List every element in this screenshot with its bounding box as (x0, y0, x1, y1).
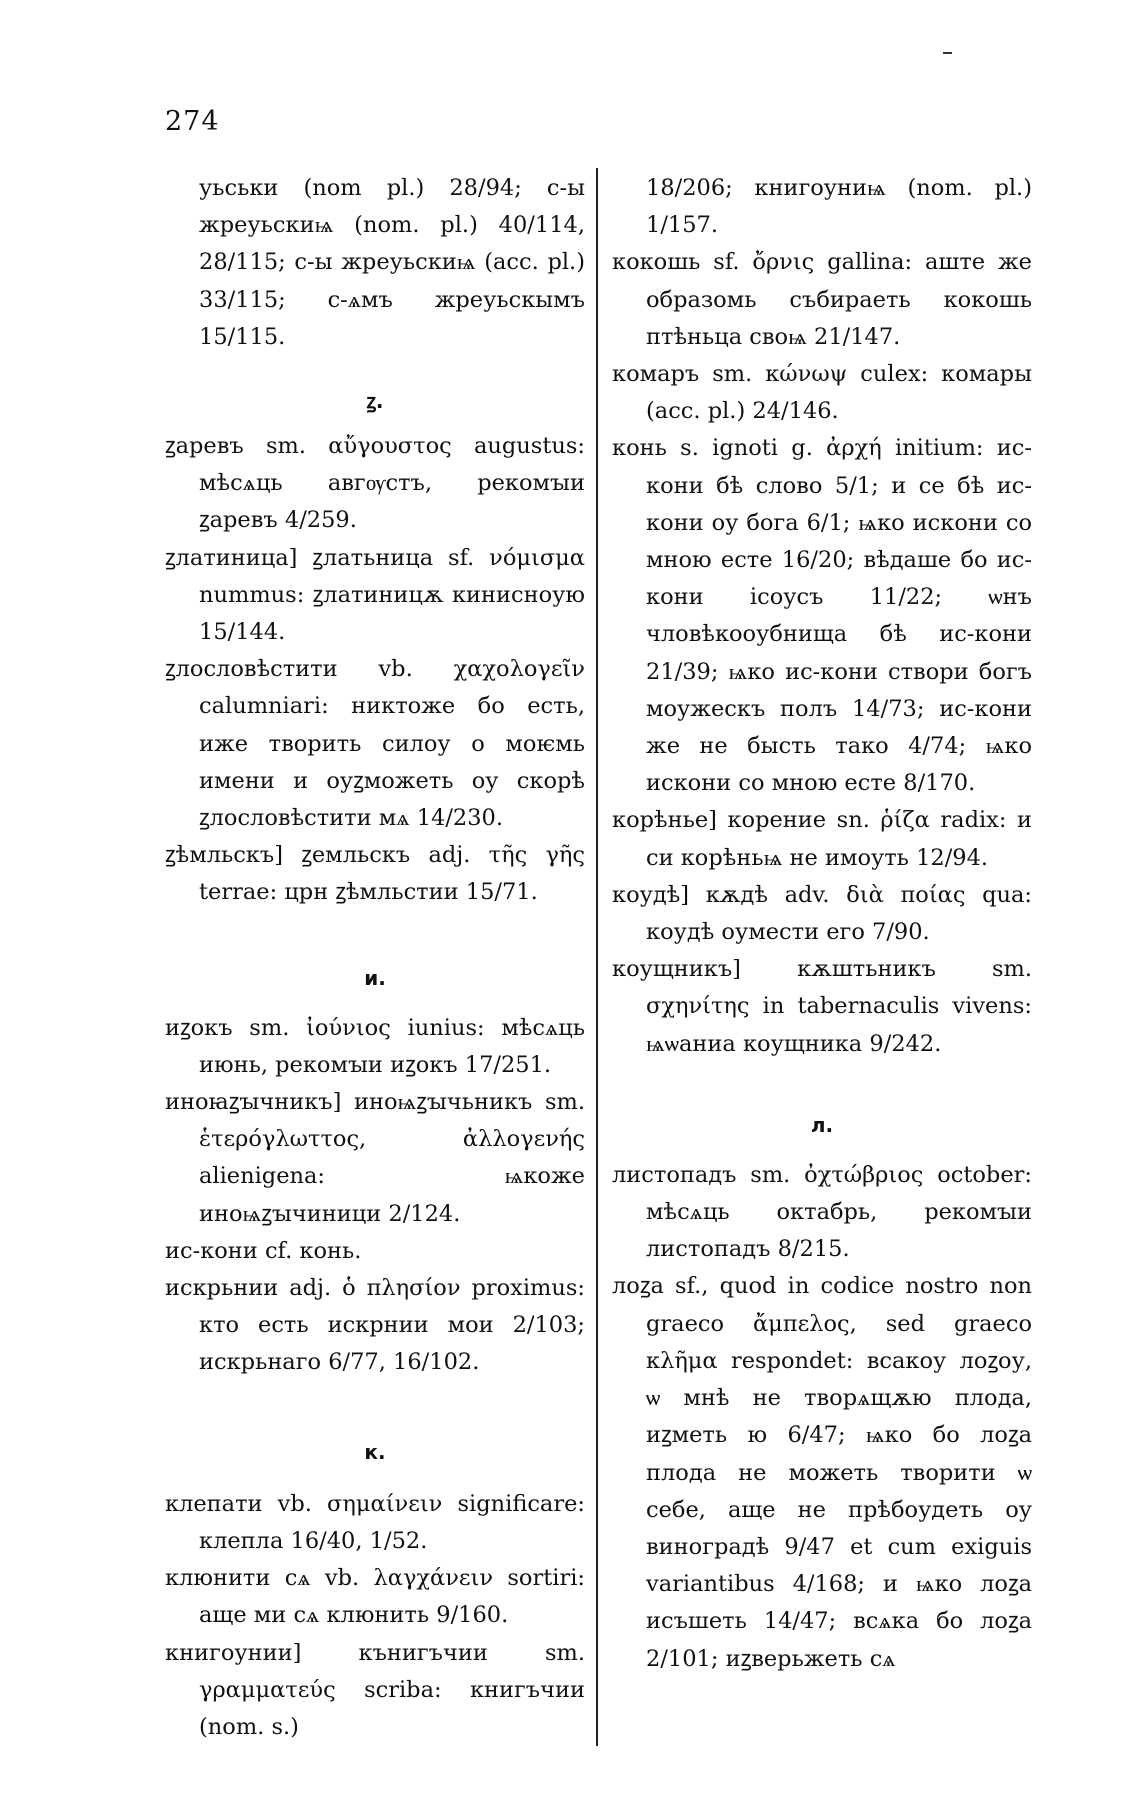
dictionary-entry: книгоунии] кънигъчии sm. γραμματεύς scriba: книгъчии (nom. s.) (165, 1639, 585, 1740)
dictionary-entry: иноꙗꙁꙑчникъ] иноѩꙁꙑчьникъ sm. ἑτερόγλωττος, ἀλλογενής alienigena: ѩкоже иноѩꙁꙑчиници 2/124. (165, 1089, 585, 1227)
dictionary-entry: ꙁѣмльскъ] ꙁемльскъ adj. τῆς γῆς terrae: црн ꙁѣмльстии 15/71. (165, 842, 585, 906)
dictionary-entry: коущникъ] кѫштьникъ sm. σχηνίτης in tabernaculis vivens: ѩѡаниа коущника 9/242. (612, 956, 1032, 1057)
entry-continuation: 18/206; книгоуниѩ (nom. pl.) 1/157. (646, 175, 1032, 239)
dictionary-entry: листопадъ sm. ὀχτώβριος october: мѣсѧць октабрь, рекомꙑи листопадъ 8/215. (612, 1161, 1032, 1263)
dictionary-entry: искрьнии adj. ὁ πλησίον proximus: кто есть искрнии мои 2/103; искрьнаго 6/77, 16/102. (165, 1275, 585, 1376)
page-number: 274 (165, 106, 220, 137)
dictionary-entry: ис-кони cf. конь. (165, 1237, 362, 1264)
section-letter: к. (364, 1439, 386, 1464)
dictionary-entry: лоꙁа sf., quod in codice nostro non graeco ἄμπελος, sed graeco κλῆμα respondet: всакоу лоꙁоу, ѡ мнѣ не творѧщѫю плода, иꙁметь ю 6/47; ѩко бо лоꙁа плода не можеть творити ѡ себе, аще не прѣбоудеть оу виноградѣ 9/47 et cum exiguis variantibus 4/168; и ѩко лоꙁа исъшеть 14/47; всѧка бо лоꙁа 2/101; иꙁверьжеть сѧ (612, 1273, 1032, 1672)
dictionary-entry: ꙁаревъ sm. αὔγουστος augustus: мѣсѧць авгѹстъ, рекомꙑи ꙁаревъ 4/259. (165, 433, 585, 534)
column-divider (596, 168, 598, 1746)
dictionary-entry: корѣнье] корение sn. ῥίζα radix: и си корѣньѩ не имоуть 12/94. (612, 807, 1032, 871)
left-column (165, 170, 585, 1746)
dictionary-entry: ꙁлословѣстити vb. χαχολογεῖν calumniari: никтоже бо есть, иже творить силоу о моѥмь имени и оуꙁможеть оу скорѣ ꙁлословѣстити мѧ 14/230. (165, 656, 585, 832)
dictionary-entry: коудѣ] кѫдѣ adv. διὰ ποίας qua: коудѣ оумести его 7/90. (612, 881, 1032, 946)
section-letter: л. (810, 1112, 834, 1137)
stray-mark (943, 52, 952, 54)
right-column (612, 170, 1032, 1678)
dictionary-entry: кокошь sf. ὄρνις gallina: аште же образомь събираеть кокошь птѣньца своѩ 21/147. (612, 249, 1032, 350)
dictionary-entry: комаръ sm. κώνωψ culex: комары (acc. pl.) 24/146. (612, 361, 1032, 425)
entry-continuation: уьськи (nom pl.) 28/94; с-ы жреуьскиѩ (nom. pl.) 40/114, 28/115; с-ы жреуьскиѩ (acc. pl.) 33/115; с-ѧмъ жреуьскымъ 15/115. (199, 175, 585, 350)
dictionary-entry: клепати vb. σημαίνειν significare: клепла 16/40, 1/52. (165, 1490, 585, 1554)
section-letter: ꙁ. (366, 389, 384, 414)
dictionary-entry: ꙁлатиница] ꙁлатьница sf. νόμισμα nummus: ꙁлатиницѫ кинисноую 15/144. (165, 544, 585, 646)
dictionary-entry: иꙁокъ sm. ἰούνιος iunius: мѣсѧць июнь, рекомꙑи иꙁокъ 17/251. (165, 1014, 585, 1078)
dictionary-entry: клюнити сѧ vb. λαγχάνειν sortiri: аще ми сѧ клюнить 9/160. (165, 1565, 585, 1629)
dictionary-entry: конь s. ignoti g. ἀρχή initium: ис-кони бѣ слово 5/1; и се бѣ ис-кони оу бога 6/1; ѩко искони со мною есте 16/20; вѣдаше бо ис-кони ісоусъ 11/22; ѡнъ чловѣкооубнища бѣ ис-кони 21/39; ѩко ис-кони створи богъ моужескъ полъ 14/73; ис-кони же не бысть тако 4/74; ѩко искони со мною есте 8/170. (612, 435, 1032, 797)
section-letter: и. (364, 965, 386, 990)
